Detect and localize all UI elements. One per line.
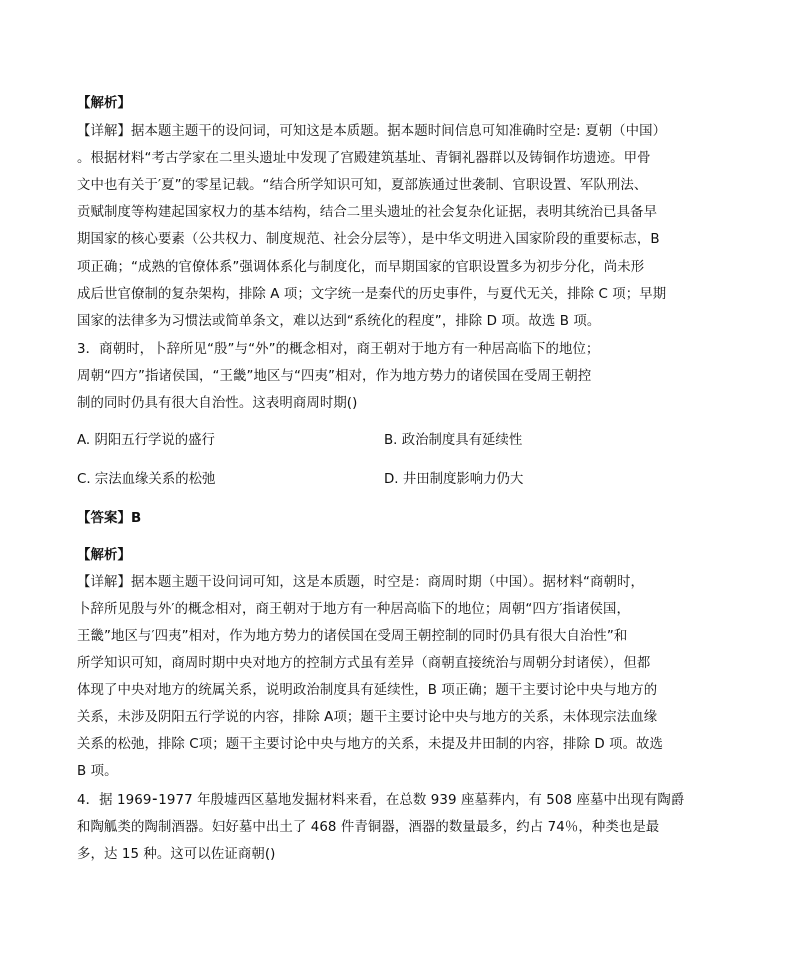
q3-analysis-line: 所学知识可知，商周时期中央对地方的控制方式虽有差异（商朝直接统治与周朝分封诸侯），但都 <box>77 656 651 671</box>
q4-stem-line: 4．据 1969⁃1977 年殷墟西区墓地发掘材料来看，在总数 939 座墓葬内，有 508 座墓中出现有陶爵 <box>77 793 685 808</box>
q2-analysis-heading: 【解析】 <box>77 96 131 111</box>
q3-option-c: C. 宗法血缘关系的松弛 <box>77 472 216 487</box>
q3-analysis-line: 关系，未涉及阴阳五行学说的内容，排除 A项；题干主要讨论中央与地方的关系，未体现宗法血缘 <box>77 710 658 725</box>
q3-analysis-line: 卜辞所见殷与外′的概念相对，商王朝对于地方有一种居高临下的地位；周朝“四方′指诸侯国， <box>77 602 630 617</box>
q3-answer: 【答案】B <box>77 511 142 526</box>
q2-analysis-line: 项正确；“成熟的官僚体系”强调体系化与制度化，而早期国家的官职设置多为初步分化，尚未形 <box>77 260 645 275</box>
q2-analysis-line: 贡赋制度等构建起国家权力的基本结构，结合二里头遗址的社会复杂化证据，表明其统治已具备早 <box>77 205 658 220</box>
q3-analysis-line: 关系的松弛，排除 C项；题干主要讨论中央与地方的关系，未提及井田制的内容，排除 D 项。故选 <box>77 737 664 752</box>
q4-stem-line: 和陶觚类的陶制酒器。妇好墓中出土了 468 件青铜器，酒器的数量最多，约占 74％，种类也是最 <box>77 820 660 835</box>
q3-stem-line: 制的同时仍具有很大自治性。这表明商周时期() <box>77 396 358 411</box>
q2-analysis-line: 期国家的核心要素（公共权力、制度规范、社会分层等），是中华文明进入国家阶段的重要标志，B <box>77 232 660 247</box>
q3-analysis-line: 王畿”地区与′四夷”相对，作为地方势力的诸侯国在受周王朝控制的同时仍具有很大自治性”和 <box>77 629 628 644</box>
q3-analysis-heading: 【解析】 <box>77 548 131 563</box>
q3-analysis-line: 体现了中央对地方的统属关系，说明政治制度具有延续性，B 项正确；题干主要讨论中央与地方的 <box>77 683 658 698</box>
q3-stem-line: 周朝“四方”指诸侯国，“王畿”地区与“四夷”相对，作为地方势力的诸侯国在受周王朝控 <box>77 369 592 384</box>
q3-stem-line: 3．商朝时，卜辞所见“殷”与“外”的概念相对，商王朝对于地方有一种居高临下的地位； <box>77 342 600 357</box>
q2-analysis-line: 国家的法律多为习惯法或简单条文，难以达到“系统化的程度”，排除 D 项。故选 B 项。 <box>77 314 601 329</box>
q3-option-d: D. 井田制度影响力仍大 <box>384 472 524 487</box>
q3-option-b: B. 政治制度具有延续性 <box>384 433 523 448</box>
q3-option-a: A. 阴阳五行学说的盛行 <box>77 433 215 448</box>
q3-analysis-line: 【详解】据本题主题干设问词可知，这是本质题，时空是：商周时期（中国）。据材料“商朝时， <box>77 575 644 590</box>
q2-analysis-line: 文中也有关于′夏”的零星记载。“结合所学知识可知，夏部族通过世袭制、官职设置、军队刑法、 <box>77 178 648 193</box>
q2-analysis-line: 成后世官僚制的复杂架构，排除 A 项；文字统一是秦代的历史事件，与夏代无关，排除 C 项；早期 <box>77 287 667 302</box>
q4-stem-line: 多，达 15 种。这可以佐证商朝() <box>77 847 276 862</box>
q2-analysis-line: 。根据材料“考古学家在二里头遗址中发现了宫殿建筑基址、青铜礼器群以及铸铜作坊遗迹。甲骨 <box>77 151 651 166</box>
q2-analysis-line: 【详解】据本题主题干的设问词，可知这是本质题。据本题时间信息可知准确时空是: 夏朝（中国） <box>77 124 667 139</box>
q3-analysis-line: B 项。 <box>77 764 118 779</box>
